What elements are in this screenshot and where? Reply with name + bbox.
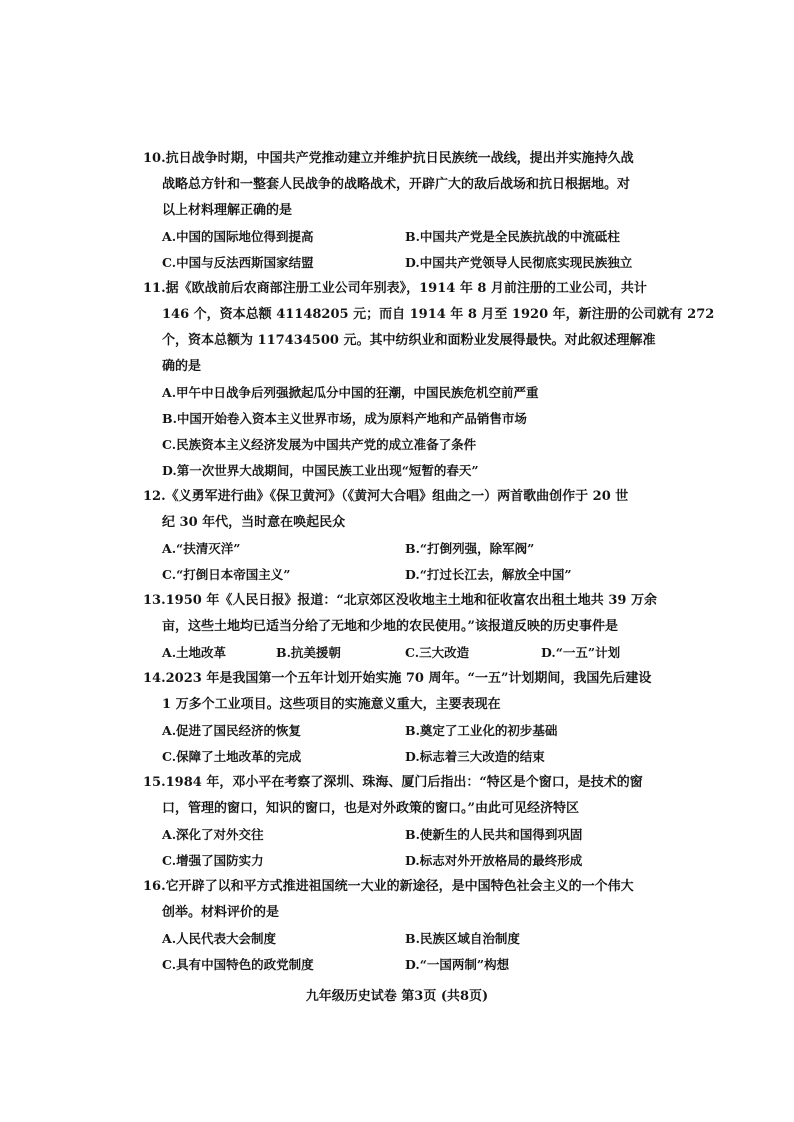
option-b: B.中国开始卷入资本主义世界市场，成为原料产地和产品销售市场 (162, 411, 527, 426)
option-c: C.中国与反法西斯国家结盟 (162, 255, 314, 270)
option-a: A.“扶清灭洋” (162, 541, 241, 556)
page-footer: 九年级历史试卷 第3页 (共8页) (305, 989, 489, 1004)
question-13 (143, 588, 688, 666)
question-stem-line: 1 万多个工业项目。这些项目的实施意义重大，主要表现在 (162, 697, 501, 712)
option-d: D.“打过长江去，解放全中国” (405, 567, 572, 582)
option-d: D.第一次世界大战期间，中国民族工业出现“短暂的春天” (162, 463, 479, 478)
question-stem-line: 创举。材料评价的是 (162, 905, 280, 920)
option-a: A.中国的国际地位得到提高 (162, 229, 314, 244)
option-b: B.抗美援朝 (276, 645, 341, 660)
question-stem-line: 口，管理的窗口，知识的窗口，也是对外政策的窗口。”由此可见经济特区 (162, 801, 579, 816)
question-stem-line: 确的是 (162, 359, 202, 374)
option-b: B.中国共产党是全民族抗战的中流砥柱 (405, 229, 620, 244)
option-c: C.保障了土地改革的完成 (162, 749, 302, 764)
question-stem-line: 15.1984 年，邓小平在考察了深圳、珠海、厦门后指出：“特区是个窗口，是技术的窗 (143, 775, 643, 790)
option-a: A.土地改革 (162, 645, 227, 660)
option-d: D.中国共产党领导人民彻底实现民族独立 (405, 255, 633, 270)
options-row (143, 822, 688, 848)
question-10 (143, 146, 688, 276)
options-row (143, 562, 688, 588)
question-stem-line: 亩，这些土地均已适当分给了无地和少地的农民使用。”该报道反映的历史事件是 (162, 619, 618, 634)
option-b: B.“打倒列强，除军阀” (405, 541, 535, 556)
option-a: A.人民代表大会制度 (162, 931, 277, 946)
option-a: A.甲午中日战争后列强掀起瓜分中国的狂潮，中国民族危机空前严重 (162, 385, 539, 400)
option-d: D.标志对外开放格局的最终形成 (405, 853, 583, 868)
options-row (143, 744, 688, 770)
question-12 (143, 484, 688, 588)
question-stem-line: 13.1950 年《人民日报》报道：“北京郊区没收地主土地和征收富农出租土地共 39 万余 (143, 593, 657, 608)
options-row (143, 250, 688, 276)
option-d: D.标志着三大改造的结束 (405, 749, 545, 764)
question-stem-line: 10.抗日战争时期，中国共产党推动建立并维护抗日民族统一战线，提出并实施持久战 (143, 151, 634, 166)
option-c: C.民族资本主义经济发展为中国共产党的成立准备了条件 (162, 437, 477, 452)
option-a: A.深化了对外交往 (162, 827, 264, 842)
option-b: B.使新生的人民共和国得到巩固 (405, 827, 583, 842)
option-d: D.“一国两制”构想 (405, 957, 510, 972)
question-11 (143, 276, 715, 484)
options-row (143, 926, 688, 952)
question-stem-line: 16.它开辟了以和平方式推进祖国统一大业的新途径，是中国特色社会主义的一个伟大 (143, 879, 634, 894)
option-c: C.三大改造 (405, 645, 470, 660)
options-row (143, 718, 688, 744)
question-stem-line: 纪 30 年代，当时意在唤起民众 (162, 515, 346, 530)
question-14 (143, 666, 688, 770)
question-stem-line: 战略总方针和一整套人民战争的战略战术，开辟广大的敌后战场和抗日根据地。对 (162, 177, 631, 192)
option-b: B.奠定了工业化的初步基础 (405, 723, 558, 738)
options-row (143, 952, 688, 978)
option-c: C.增强了国防实力 (162, 853, 264, 868)
options-row (143, 224, 688, 250)
question-stem-line: 11.据《欧战前后农商部注册工业公司年别表》，1914 年 8 月前注册的工业公司，共计 (143, 281, 647, 296)
question-15 (143, 770, 688, 874)
option-a: A.促进了国民经济的恢复 (162, 723, 302, 738)
option-d: D.“一五”计划 (541, 645, 621, 660)
option-c: C.具有中国特色的政党制度 (162, 957, 314, 972)
options-row (143, 848, 688, 874)
options-row (143, 536, 688, 562)
question-stem-line: 以上材料理解正确的是 (162, 203, 293, 218)
question-stem-line: 14.2023 年是我国第一个五年计划开始实施 70 周年。“一五”计划期间，我国先后建设 (143, 671, 652, 686)
option-b: B.民族区域自治制度 (405, 931, 520, 946)
question-stem-line: 12.《义勇军进行曲》《保卫黄河》（《黄河大合唱》组曲之一）两首歌曲创作于 20 世 (143, 489, 629, 504)
question-stem-line: 146 个，资本总额 41148205 元；而自 1914 年 8 月至 1920 年，新注册的公司就有 272 (162, 307, 715, 322)
option-c: C.“打倒日本帝国主义” (162, 567, 291, 582)
question-stem-line: 个，资本总额为 117434500 元。其中纺织业和面粉业发展得最快。对此叙述理解准 (162, 333, 656, 348)
question-16 (143, 874, 688, 978)
options-row (143, 640, 688, 666)
